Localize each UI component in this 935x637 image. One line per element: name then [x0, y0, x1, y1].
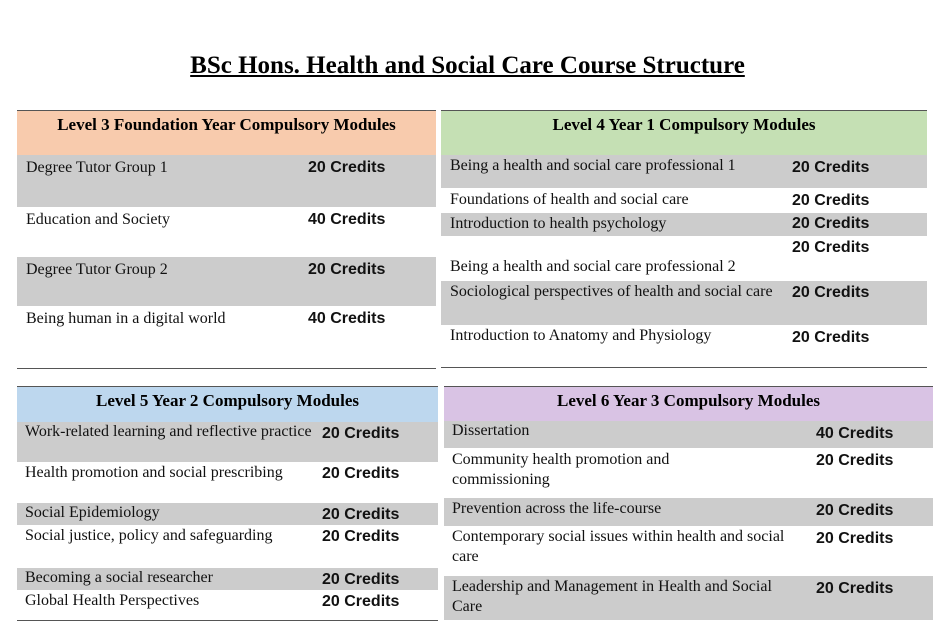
module-credits: 20 Credits [792, 239, 870, 256]
module-name: Becoming a social researcher [25, 569, 213, 586]
level4-panel [441, 110, 927, 370]
level5-row-1 [17, 422, 438, 462]
level5-bottom-rule [17, 620, 438, 621]
level5-row-3 [17, 503, 438, 525]
module-name: Work-related learning and reflective practice [25, 423, 312, 440]
module-name: Degree Tutor Group 2 [26, 261, 168, 278]
level4-header: Level 4 Year 1 Compulsory Modules [441, 110, 927, 155]
module-name: Global Health Perspectives [25, 592, 200, 609]
level5-panel [17, 386, 438, 622]
module-credits: 40 Credits [308, 211, 386, 228]
module-name: Foundations of health and social care [450, 191, 689, 208]
module-name: Social justice, policy and safeguarding [25, 527, 273, 544]
module-credits: 20 Credits [322, 506, 400, 523]
level3-header: Level 3 Foundation Year Compulsory Modules [17, 110, 436, 155]
level4-row-2 [441, 190, 927, 212]
level6-row-2 [444, 448, 933, 498]
level3-bottom-rule [17, 368, 436, 369]
module-credits: 20 Credits [816, 530, 894, 547]
level4-row-1 [441, 155, 927, 188]
module-credits: 20 Credits [792, 284, 870, 301]
module-name: Prevention across the life-course [452, 500, 662, 517]
module-credits: 20 Credits [792, 215, 870, 232]
module-credits: 40 Credits [308, 310, 386, 327]
level6-row-3 [444, 498, 933, 526]
module-name: Degree Tutor Group 1 [26, 159, 168, 176]
level4-row-5 [441, 281, 927, 325]
module-credits: 20 Credits [792, 329, 870, 346]
module-credits: 20 Credits [792, 192, 870, 209]
level3-row-3 [17, 257, 436, 306]
module-credits: 20 Credits [816, 452, 894, 469]
module-credits: 20 Credits [308, 159, 386, 176]
module-name: Education and Society [26, 211, 170, 228]
module-credits: 40 Credits [816, 425, 894, 442]
module-credits: 20 Credits [308, 261, 386, 278]
level6-header: Level 6 Year 3 Compulsory Modules [444, 386, 933, 421]
level6-row-1 [444, 421, 933, 448]
module-credits: 20 Credits [322, 425, 400, 442]
level6-panel [444, 386, 933, 622]
module-credits: 20 Credits [322, 528, 400, 545]
level4-row-3 [441, 213, 927, 236]
module-credits: 20 Credits [322, 465, 400, 482]
level6-row-5 [444, 576, 933, 620]
module-name: Being a health and social care professional 2 [450, 258, 736, 275]
level5-row-4 [17, 525, 438, 568]
module-credits: 20 Credits [322, 571, 400, 588]
level4-row-6 [441, 325, 927, 367]
level6-row-4 [444, 526, 933, 576]
module-credits: 20 Credits [816, 580, 894, 597]
level3-panel [17, 110, 436, 370]
level5-row-5 [17, 568, 438, 590]
module-name: Leadership and Management in Health and Social Care [452, 578, 772, 615]
level3-row-4 [17, 306, 436, 368]
module-credits: 20 Credits [322, 593, 400, 610]
level4-row-4 [441, 237, 927, 280]
module-name: Being a health and social care professional 1 [450, 157, 736, 174]
level5-header: Level 5 Year 2 Compulsory Modules [17, 386, 438, 422]
module-credits: 20 Credits [792, 159, 870, 176]
module-credits: 20 Credits [816, 502, 894, 519]
module-name: Community health promotion and commissioning [452, 451, 670, 488]
level3-row-1 [17, 155, 436, 207]
level4-bottom-rule [441, 367, 927, 368]
module-name: Introduction to Anatomy and Physiology [450, 327, 712, 344]
module-name: Contemporary social issues within health and social care [452, 528, 785, 565]
page-title: BSc Hons. Health and Social Care Course Structure [190, 52, 745, 79]
module-name: Introduction to health psychology [450, 215, 667, 232]
level5-row-6 [17, 590, 438, 620]
level3-row-2 [17, 207, 436, 257]
module-name: Being human in a digital world [26, 310, 226, 327]
module-name: Health promotion and social prescribing [25, 464, 283, 481]
module-name: Social Epidemiology [25, 504, 160, 521]
module-name: Sociological perspectives of health and social care [450, 283, 773, 300]
module-name: Dissertation [452, 422, 530, 439]
level5-row-2 [17, 462, 438, 503]
